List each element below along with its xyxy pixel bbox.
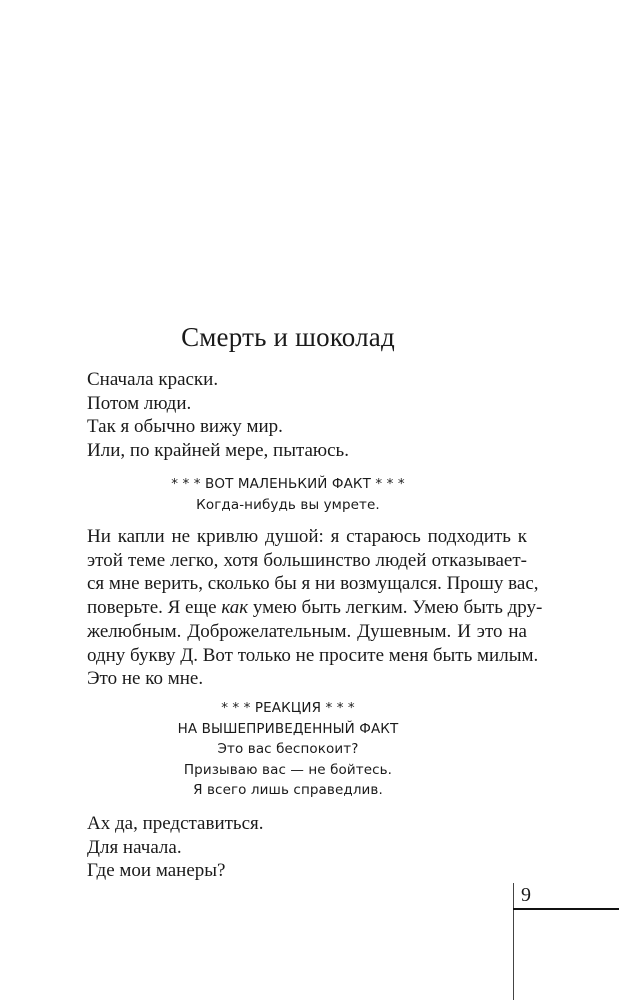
reaction-callout	[0, 698, 576, 801]
chapter-title: Смерть и шоколад	[181, 322, 395, 352]
outro-stanza	[87, 812, 264, 883]
intro-line: Сначала краски.	[87, 369, 219, 390]
intro-line: Потом люди.	[87, 392, 192, 414]
paragraph-line	[87, 596, 543, 620]
paragraph-line: Это не ко мне.	[87, 668, 204, 690]
fact-text: Когда-нибудь вы умрете.	[196, 496, 380, 513]
emphasis-text: как	[221, 597, 249, 619]
paragraph-line: ся мне верить, сколько бы я ни возмущался. Прошу вас,	[87, 573, 539, 595]
paragraph-text: умею быть легким. Умею быть дру-	[248, 597, 543, 619]
fact-callout	[0, 474, 576, 515]
outro-line: Ах да, представиться.	[87, 813, 264, 834]
paragraph-line: этой теме легко, хотя большинство людей отказывает-	[87, 549, 527, 571]
paragraph-text: поверьте. Я еще	[87, 597, 222, 619]
page-corner-rule-vertical	[513, 883, 514, 1000]
reaction-subheading: НА ВЫШЕПРИВЕДЕННЫЙ ФАКТ	[177, 720, 399, 737]
intro-line: Или, по крайней мере, пытаюсь.	[87, 439, 349, 461]
body-paragraph	[87, 525, 543, 691]
reaction-line: Я всего лишь справедлив.	[193, 782, 383, 798]
page-number: 9	[521, 884, 531, 906]
page-corner-rule-horizontal	[513, 908, 619, 910]
outro-line: Где мои манеры?	[87, 860, 226, 881]
intro-stanza	[87, 368, 349, 462]
intro-line: Так я обычно вижу мир.	[87, 416, 283, 437]
paragraph-line: Ни капли не кривлю душой: я стараюсь подходить к	[87, 526, 527, 547]
reaction-line: Призываю вас — не бойтесь.	[183, 761, 393, 778]
paragraph-line: желюбным. Доброжелательным. Душевным. И это на	[87, 620, 527, 642]
fact-heading: * * * ВОТ МАЛЕНЬКИЙ ФАКТ * * *	[171, 476, 405, 492]
reaction-line: Это вас беспокоит?	[217, 741, 359, 757]
reaction-heading: * * * РЕАКЦИЯ * * *	[221, 700, 355, 716]
paragraph-line: одну букву Д. Вот только не просите меня быть милым.	[87, 644, 539, 666]
outro-line: Для начала.	[87, 836, 182, 858]
